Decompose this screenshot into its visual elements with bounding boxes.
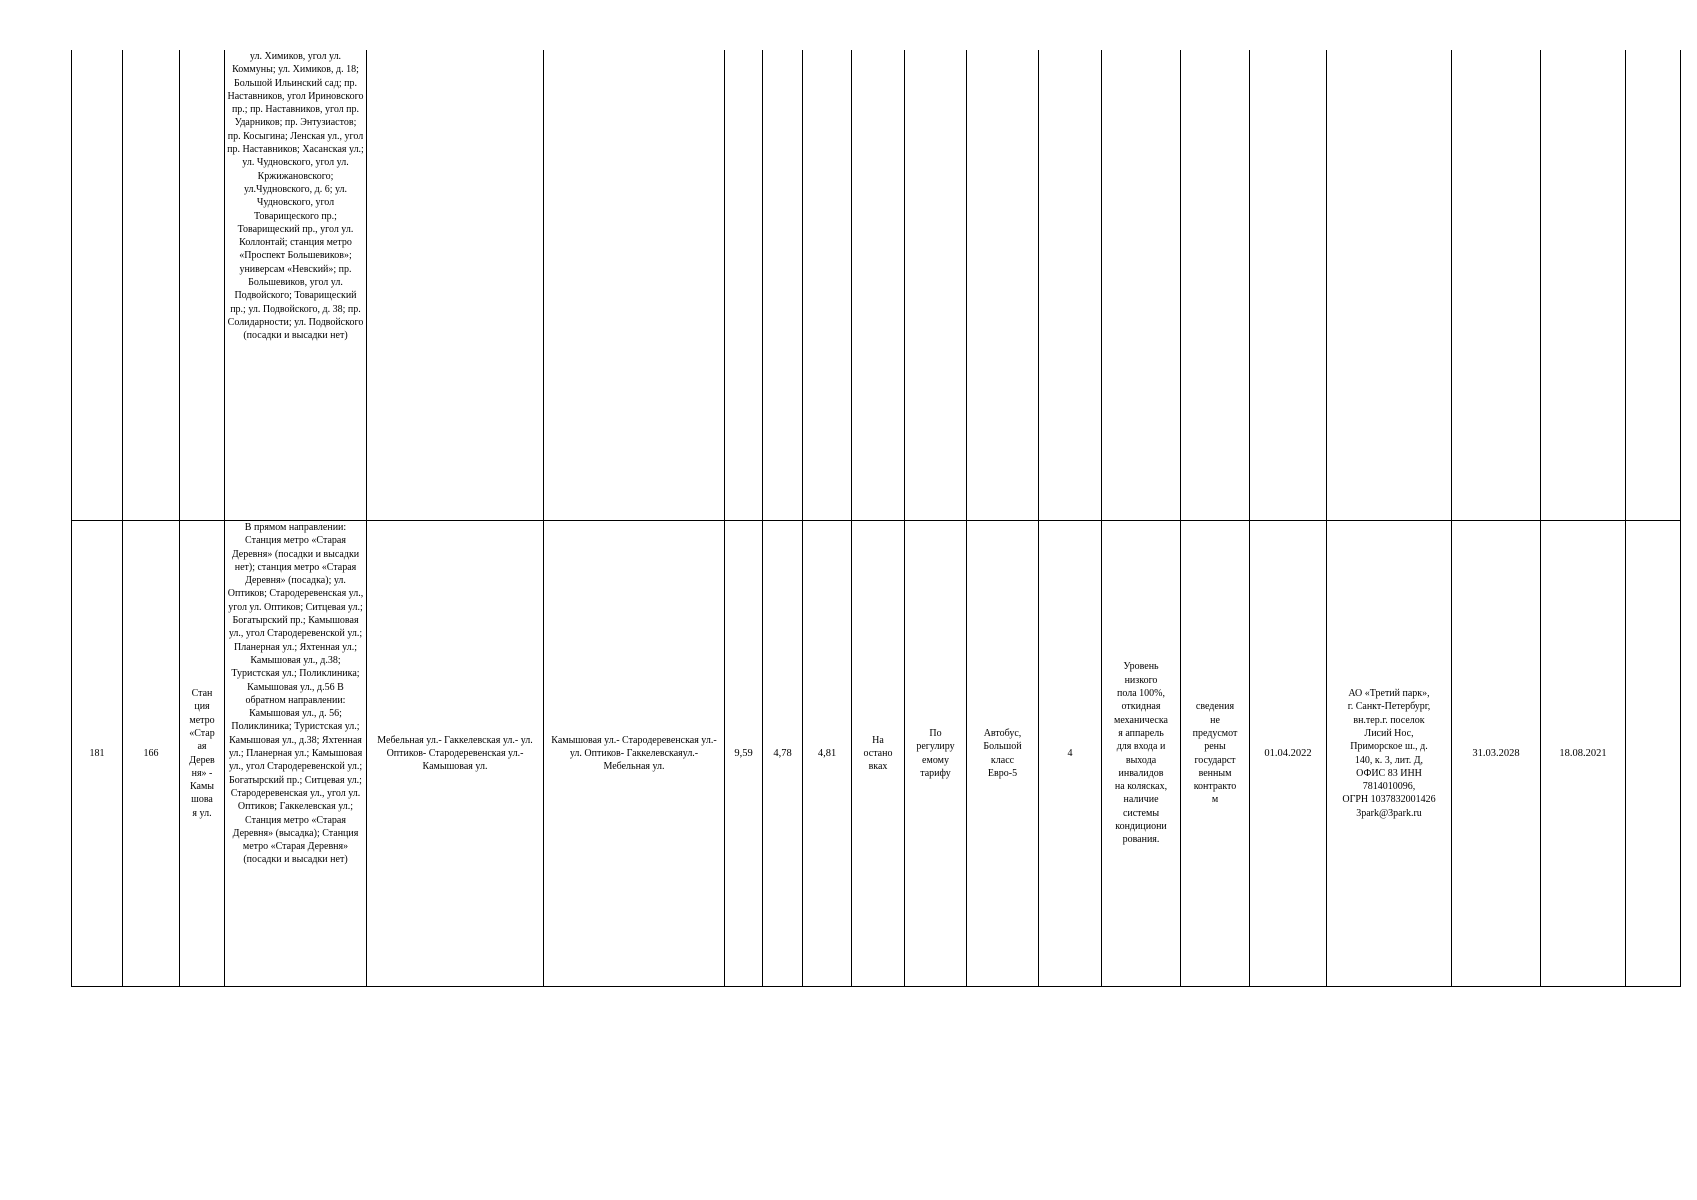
table-row [72, 521, 1681, 987]
cell-contract-info [1181, 50, 1250, 521]
cell-vehicle [967, 50, 1039, 521]
streets-backward-text: Камышовая ул.- Стародеревенская ул.- ул. Оптиков- Гаккелевскаяул.- Мебельная ул. [551, 734, 717, 773]
decision-date-text: 18.08.2021 [1559, 747, 1607, 759]
cell-boarding-order [852, 50, 905, 521]
cell-start-date [1250, 521, 1327, 987]
cell-decision-date [1541, 50, 1626, 521]
vehicle-count-text: 4 [1067, 747, 1073, 759]
cell-boarding-order [852, 521, 905, 987]
cell-route-name [180, 521, 225, 987]
length-total-text: 9,59 [734, 747, 753, 759]
cell-characteristics [1102, 521, 1181, 987]
cell-route-number [123, 50, 180, 521]
cell-streets-forward [367, 50, 544, 521]
cell-streets-backward [544, 50, 725, 521]
cell-length-backward [803, 521, 852, 987]
cell-vehicle-count [1039, 521, 1102, 987]
cell-start-date [1250, 50, 1327, 521]
cell-decision-date [1541, 521, 1626, 987]
cell-vehicle [967, 521, 1039, 987]
cell-reg-number [72, 50, 123, 521]
cell-characteristics [1102, 50, 1181, 521]
cell-length-total [725, 521, 763, 987]
cell-end-date [1452, 521, 1541, 987]
cell-notes [1626, 50, 1681, 521]
cell-length-total [725, 50, 763, 521]
cell-route-number [123, 521, 180, 987]
cell-streets-backward [544, 521, 725, 987]
cell-carrier [1327, 50, 1452, 521]
cell-end-date [1452, 50, 1541, 521]
cell-length-backward [803, 50, 852, 521]
stops-text: ул. Химиков, угол ул. Коммуны; ул. Химиков, д. 18; Большой Ильинский сад; пр. Наставников, угол Ириновского пр.; пр. Наставников, угол пр. Ударников; пр. Энтузиастов; пр. Косыгина; Ленская ул., угол пр. Наставников; Хасанская ул.; ул. Чудновского, угол ул. Кржижановского; ул.Чудновского, д. 6; ул. Чудновского, угол Товарищеского пр.; Товарищеский пр., угол ул. Коллонтай; станция метро «Проспект Большевиков»; универсам «Невский»; пр. Большевиков, угол ул. Подвойского; Товарищеский пр.; ул. Подвойского, д. 38; пр. Солидарности; ул. Подвойского (посадки и высадки нет) [227, 51, 364, 342]
cell-tariff [905, 50, 967, 521]
characteristics-text: Уровень низкого пола 100%, откидная механическа я аппарель для входа и выхода инвалидов на колясках, наличие системы кондициони рования. [1114, 661, 1168, 846]
length-backward-text: 4,81 [817, 747, 837, 759]
route-number-text: 166 [143, 747, 159, 759]
table-row-continuation [72, 50, 1681, 521]
reg-number-text: 181 [89, 747, 105, 759]
stops-text: В прямом направлении: Станция метро «Старая Деревня» (посадки и высадки нет); станция метро «Старая Деревня» (посадка); ул. Оптиков; Стародеревенская ул., угол ул. Оптиков; Ситцевая ул.; Богатырский пр.; Камышовая ул., угол Стародеревенской ул.; Планерная ул.; Яхтенная ул.; Камышовая ул., д.38; Туристская ул.; Поликлиника; Камышовая ул., д.56 В обратном направлении: Камышовая ул., д. 56; Поликлиника; Туристская ул.; Камышовая ул., д.38; Яхтенная ул.; Планерная ул.; Камышовая ул., угол Стародеревенской ул.; Богатырский пр.; Ситцевая ул.; Стародеревенская ул., угол ул. Оптиков; Гаккелевская ул.; Станция метро «Старая Деревня» (высадка); Станция метро «Старая Деревня» (посадки и высадки нет) [227, 522, 364, 866]
boarding-order-text: На остано вках [863, 734, 893, 773]
cell-streets-forward [367, 521, 544, 987]
cell-route-name [180, 50, 225, 521]
vehicle-text: Автобус, Большой класс Евро-5 [983, 727, 1022, 779]
cell-contract-info [1181, 521, 1250, 987]
contract-info-text: сведения не предусмот рены государст венным контракто м [1192, 701, 1238, 806]
cell-notes [1626, 521, 1681, 987]
tariff-text: По регулиру емому тарифу [916, 727, 955, 779]
length-forward-text: 4,78 [773, 747, 792, 759]
cell-reg-number [72, 521, 123, 987]
carrier-text: АО «Третий парк», г. Санкт-Петербург, вн.тер.г. поселок Лисий Нос, Приморское ш., д. 140, к. 3, лит. Д, ОФИС 83 ИНН 7814010096, ОГРН 1037832001426 3park@3park.ru [1342, 688, 1436, 819]
route-name-text: Стан ция метро «Стар ая Дерев ня» - Камы шова я ул. [189, 688, 215, 819]
cell-stops [225, 521, 367, 987]
cell-stops [225, 50, 367, 521]
cell-carrier [1327, 521, 1452, 987]
streets-forward-text: Мебельная ул.- Гаккелевская ул.- ул. Оптиков- Стародеревенская ул.- Камышовая ул. [377, 734, 533, 773]
start-date-text: 01.04.2022 [1264, 747, 1312, 759]
cell-vehicle-count [1039, 50, 1102, 521]
end-date-text: 31.03.2028 [1472, 747, 1520, 759]
cell-tariff [905, 521, 967, 987]
cell-length-forward [763, 50, 803, 521]
cell-length-forward [763, 521, 803, 987]
route-registry-table [71, 50, 1681, 987]
